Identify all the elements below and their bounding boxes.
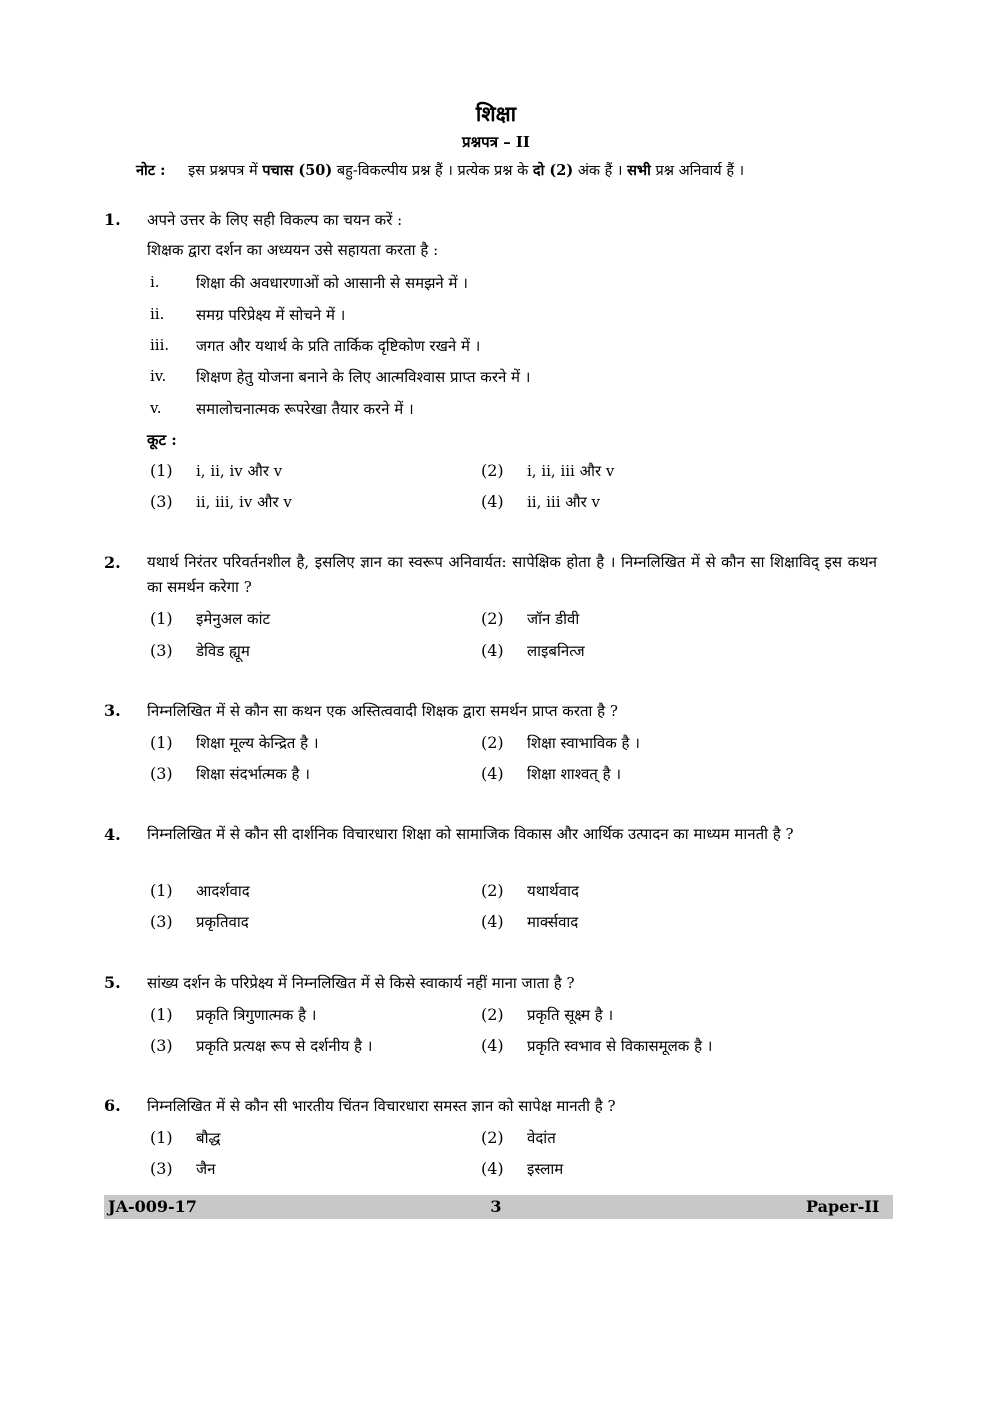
option-number: (3) (150, 492, 173, 511)
question-text: सांख्य दर्शन के परिप्रेक्ष्य में निम्नलिखित में से किसे स्वाकार्य नहीं माना जाता है ? (147, 974, 575, 992)
paper-label: Paper-II (806, 1197, 880, 1216)
question-number: 3. (104, 701, 121, 720)
option-number: (1) (150, 609, 173, 628)
option-number: (4) (481, 1036, 504, 1055)
note-text: इस प्रश्नपत्र में (188, 163, 258, 179)
option-text: इमेनुअल कांट (196, 610, 271, 628)
option-text: डेविड ह्यूम (196, 642, 250, 660)
option-text: शिक्षा शाश्वत् है । (527, 765, 622, 783)
question-number: 2. (104, 553, 121, 572)
statement-number: i. (150, 273, 160, 291)
option-text: प्रकृति प्रत्यक्ष रूप से दर्शनीय है । (196, 1037, 373, 1055)
option-text: प्रकृति सूक्ष्म है । (527, 1006, 614, 1024)
option-number: (1) (150, 461, 173, 480)
option-number: (2) (481, 1005, 504, 1024)
note-text: बहु-विकल्पीय प्रश्न हैं । प्रत्येक प्रश्न के (336, 163, 529, 179)
statement-number: ii. (150, 305, 165, 323)
question-text: शिक्षक द्वारा दर्शन का अध्ययन उसे सहायता करता है : (147, 241, 439, 259)
option-text: प्रकृति त्रिगुणात्मक है । (196, 1006, 317, 1024)
question-number: 6. (104, 1096, 121, 1115)
statement-text: शिक्षा की अवधारणाओं को आसानी से समझने में । (196, 274, 468, 292)
question-text: निम्नलिखित में से कौन सी दार्शनिक विचारधारा शिक्षा को सामाजिक विकास और आर्थिक उत्पादन का माध्यम मानती है ? (147, 825, 794, 843)
option-number: (1) (150, 881, 173, 900)
note-bold-all: सभी (627, 162, 651, 179)
paper-subtitle: प्रश्नपत्र – II (462, 133, 530, 151)
instructions-note (136, 160, 744, 180)
code-label: कूट : (147, 431, 177, 449)
page-number: 3 (490, 1197, 502, 1216)
statement-text: जगत और यथार्थ के प्रति तार्किक दृष्टिकोण रखने में । (196, 337, 481, 355)
option-number: (1) (150, 733, 173, 752)
statement-number: iii. (150, 336, 170, 354)
page-title: शिक्षा (475, 101, 517, 126)
option-text: बौद्ध (196, 1129, 221, 1147)
option-number: (4) (481, 912, 504, 931)
option-number: (2) (481, 733, 504, 752)
statement-number: v. (150, 399, 162, 417)
statement-text: समालोचनात्मक रूपरेखा तैयार करने में । (196, 400, 414, 418)
question-text: निम्नलिखित में से कौन सा कथन एक अस्तित्ववादी शिक्षक द्वारा समर्थन प्राप्त करता है ? (147, 702, 618, 720)
option-number: (2) (481, 609, 504, 628)
option-text: लाइबनित्ज (527, 642, 585, 660)
option-number: (4) (481, 641, 504, 660)
option-text: शिक्षा संदर्भात्मक है । (196, 765, 310, 783)
option-number: (4) (481, 492, 504, 511)
option-text: शिक्षा मूल्य केन्द्रित है । (196, 734, 319, 752)
option-text: ii, iii, iv और v (196, 493, 292, 511)
option-text: प्रकृति स्वभाव से विकासमूलक है । (527, 1037, 713, 1055)
option-text: i, ii, iv और v (196, 462, 283, 480)
option-number: (1) (150, 1005, 173, 1024)
note-bold-count: पचास (50) (262, 162, 333, 179)
option-text: मार्क्सवाद (527, 913, 579, 931)
option-number: (4) (481, 1159, 504, 1178)
option-text: इस्लाम (527, 1160, 564, 1178)
option-number: (2) (481, 1128, 504, 1147)
question-text: यथार्थ निरंतर परिवर्तनशील है, इसलिए ज्ञान का स्वरूप अनिवार्यत: सापेक्षिक होता है । निम्नलिखित में से कौन सा शिक्षाविद् इस कथन का समर्थन करेगा ? (147, 553, 877, 596)
option-number: (2) (481, 881, 504, 900)
option-number: (1) (150, 1128, 173, 1147)
option-number: (3) (150, 912, 173, 931)
option-number: (3) (150, 1036, 173, 1055)
statement-text: शिक्षण हेतु योजना बनाने के लिए आत्मविश्वास प्राप्त करने में । (196, 368, 531, 386)
option-number: (3) (150, 1159, 173, 1178)
question-number: 5. (104, 973, 121, 992)
paper-code: JA-009-17 (108, 1197, 197, 1216)
option-text: आदर्शवाद (196, 882, 250, 900)
option-text: i, ii, iii और v (527, 462, 615, 480)
option-text: जॉन डीवी (527, 610, 580, 628)
question-number: 4. (104, 825, 121, 844)
question-text: अपने उत्तर के लिए सही विकल्प का चयन करें : (147, 211, 403, 229)
option-number: (3) (150, 764, 173, 783)
note-label: नोट : (136, 162, 166, 179)
option-text: प्रकृतिवाद (196, 913, 249, 931)
option-text: वेदांत (527, 1129, 556, 1147)
option-text: शिक्षा स्वाभाविक है । (527, 734, 640, 752)
option-text: यथार्थवाद (527, 882, 579, 900)
statement-number: iv. (150, 367, 167, 385)
question-text: निम्नलिखित में से कौन सी भारतीय चिंतन विचारधारा समस्त ज्ञान को सापेक्ष मानती है ? (147, 1097, 616, 1115)
question-number: 1. (104, 210, 121, 229)
statement-text: समग्र परिप्रेक्ष्य में सोचने में । (196, 306, 346, 324)
option-number: (4) (481, 764, 504, 783)
note-bold-marks: दो (2) (532, 162, 574, 179)
option-text: ii, iii और v (527, 493, 601, 511)
option-number: (2) (481, 461, 504, 480)
note-text: अंक हैं । (577, 163, 623, 179)
option-number: (3) (150, 641, 173, 660)
option-text: जैन (196, 1160, 216, 1178)
note-text: प्रश्न अनिवार्य हैं । (655, 163, 745, 179)
